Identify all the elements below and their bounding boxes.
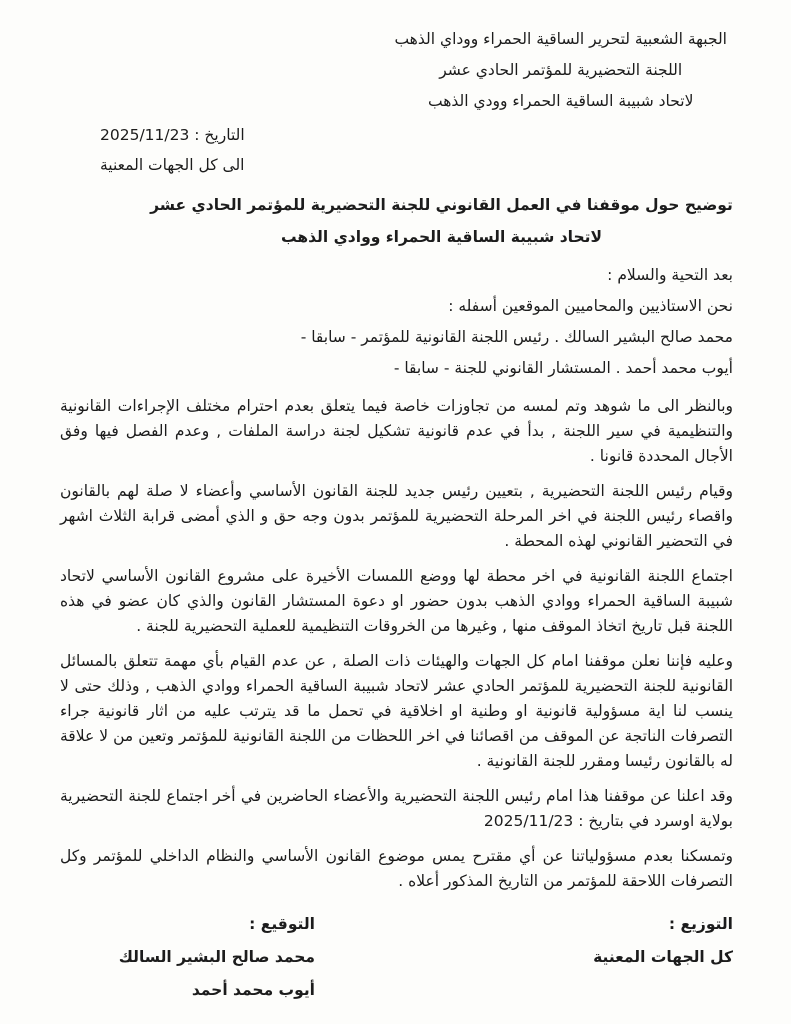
subject-title-line-1: توضيح حول موقفنا في العمل القانوني للجنة التحضيرية للمؤتمر الحادي عشر — [150, 196, 733, 214]
signature-label: التوقيع : — [249, 915, 315, 933]
signatory-line-2: أيوب محمد أحمد . المستشار القانوني للجنة - سابقا - — [393, 359, 733, 377]
letter-footer — [60, 908, 733, 1007]
salutation: بعد التحية والسلام : — [607, 266, 733, 284]
meta-block — [60, 120, 733, 180]
letterhead-line-1: الجبهة الشعبية لتحرير الساقية الحمراء ووداي الذهب — [394, 30, 727, 48]
opening-block — [60, 260, 733, 384]
signatories-intro: نحن الاستاذيين والمحاميين الموقعين أسفله : — [448, 297, 733, 315]
distribution-label: التوزيع : — [668, 915, 733, 933]
distribution-column — [593, 908, 733, 974]
subject-title-line-2: لاتحاد شبيبة الساقية الحمراء ووادي الذهب — [280, 228, 603, 246]
subject-title — [60, 189, 733, 253]
body-paragraph-4: وعليه فإننا نعلن موقفنا امام كل الجهات والهيئات ذات الصلة , عن عدم القيام بأي مهمة تتعلق بالمسائل القانونية للجنة التحضيرية للمؤتمر الحادي عشر لاتحاد شبيبة الساقية الحمراء ووادي الذهب , وذلك حتى لا ينسب لنا اية مسؤولية قانونية او وطنية او اخلاقية في تحمل ما قد يترتب عليه من اثار قانونية جراء التصرفات الناتجة عن الموقف من اقصائنا في اخر اللحظات من اللجنة القانونية للمؤتمر وتعين من لا علاقة له بالقانون رئيسا ومقرر للجنة القانونية . — [60, 652, 733, 770]
recipient-line: الى كل الجهات المعنية — [100, 156, 245, 174]
body-paragraph-3: اجتماع اللجنة القانونية في اخر محطة لها ووضع اللمسات الأخيرة على مشروع القانون الأساسي لاتحاد شبيبة الساقية الحمراء ووادي الذهب بدون حضور او دعوة المستشار القانون والذي كان عضو في هذه اللجنة قبل تاريخ اتخاذ الموقف منها , وغيرها من الخروقات التنظيمية للعملية التحضيرية للجنة . — [60, 567, 733, 635]
body-paragraph-2: وقيام رئيس اللجنة التحضيرية , بتعيين رئيس جديد للجنة القانون الأساسي وأعضاء لا صلة لهم بالقانون واقصاء رئيس اللجنة في اخر المرحلة التحضيرية للمؤتمر بدون وجه حق و الذي أمضى قرابة الثلاث اشهر في التحضير القانوني لهذه المحطة . — [60, 482, 733, 550]
body-paragraph-5: وقد اعلنا عن موقفنا هذا امام رئيس اللجنة التحضيرية والأعضاء الحاضرين في أخر اجتماع للجنة التحضيرية بولاية اوسرد في بتاريخ : 2025/11/23 — [60, 787, 733, 830]
signature-column — [60, 908, 315, 1007]
body-paragraph-1: وبالنظر الى ما شوهد وتم لمسه من تجاوزات خاصة فيما يتعلق بعدم احترام مختلف الإجراءات القانونية والتنظيمية في سير اللجنة , بدأ في عدم قانونية تشكيل لجنة دراسة الملفات , وعدم الفصل فيها وفق الأجال المحددة قانونا . — [60, 397, 733, 465]
distribution-value: كل الجهات المعنية — [593, 948, 733, 966]
signature-name-2: أيوب محمد أحمد — [191, 981, 315, 999]
body-paragraph-6: وتمسكنا بعدم مسؤولياتنا عن أي مقترح يمس موضوع القانون الأساسي والنظام الداخلي للمؤتمر وكل التصرفات اللاحقة للمؤتمر من التاريخ المذكور أعلاه . — [60, 847, 733, 890]
date-line: التاريخ : 2025/11/23 — [100, 126, 245, 144]
letterhead — [394, 24, 727, 117]
letter-body — [60, 394, 733, 894]
signatory-line-1: محمد صالح البشير السالك . رئيس اللجنة القانونية للمؤتمر - سابقا - — [300, 328, 733, 346]
signature-name-1: محمد صالح البشير السالك — [118, 948, 315, 966]
letterhead-line-3: لاتحاد شبيبة الساقية الحمراء وودي الذهب — [428, 92, 694, 110]
letterhead-line-2: اللجنة التحضيرية للمؤتمر الحادي عشر — [439, 61, 683, 79]
